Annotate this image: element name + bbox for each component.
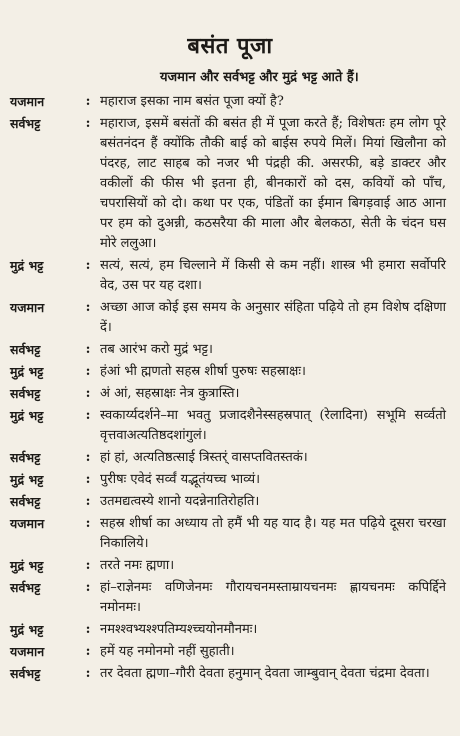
dialogue-text: हमें यह नमोनमो नहीं सुहाती। bbox=[100, 644, 235, 659]
dialogue-line bbox=[10, 340, 450, 360]
dialogue-text: हां–राज्ञेनमः वणिजेनमः गौरायचनमस्ताम्रायचनमः ह्णायचनमः कपिर्द्दिने नमोनमः। bbox=[100, 580, 446, 615]
dialogue-line bbox=[10, 578, 450, 618]
dialogue-line bbox=[10, 514, 450, 554]
dialogue-line bbox=[10, 114, 450, 254]
speaker-name: सर्वभट्ट bbox=[10, 450, 41, 465]
dialogue-line bbox=[10, 664, 450, 684]
speaker-name: सर्वभट्ट bbox=[10, 116, 41, 131]
dialogue-text: स्वकार्य्यदर्शने–मा भवतु प्रजादशैनेस्सहस्रपात् (रेलादिना) सभूमि सर्व्वतो वृत्तवाअत्यतिष्ठदशांगुलं। bbox=[100, 408, 446, 443]
separator-colon: : bbox=[85, 94, 91, 109]
dialogue-line bbox=[10, 92, 450, 112]
dialogue-line bbox=[10, 620, 450, 640]
dialogue-text: अं आं, सहस्राक्षः नेत्र कुत्रास्ति। bbox=[100, 386, 240, 401]
stage-direction: यजमान और सर्वभट्ट और मुद्रं भट्ट आते हैं। bbox=[160, 70, 359, 85]
separator-colon: : bbox=[85, 622, 91, 637]
dialogue-line bbox=[10, 384, 450, 404]
separator-colon: : bbox=[85, 116, 91, 131]
dialogue-text: हां हां, अत्यतिष्ठत्साई त्रिस्तर्ं वासप्तवितस्तकं। bbox=[100, 450, 308, 465]
dialogue-line bbox=[10, 298, 450, 338]
separator-colon: : bbox=[85, 386, 91, 401]
speaker-name: सर्वभट्ट bbox=[10, 342, 41, 357]
separator-colon: : bbox=[85, 516, 91, 531]
speaker-name: सर्वभट्ट bbox=[10, 494, 41, 509]
separator-colon: : bbox=[85, 472, 91, 487]
dialogue-text: उतमद्यत्वस्ये शानो यदन्नेनातिरोहति। bbox=[100, 494, 260, 509]
speaker-name: सर्वभट्ट bbox=[10, 386, 41, 401]
page-title: बसंत पूजा bbox=[187, 34, 273, 59]
dialogue-line bbox=[10, 448, 450, 468]
dialogue-text: तब आरंभ करो मुद्रं भट्ट। bbox=[100, 342, 213, 357]
separator-colon: : bbox=[85, 558, 91, 573]
separator-colon: : bbox=[85, 258, 91, 273]
dialogue-text: महाराज, इसमें बसंतों की बसंत ही में पूजा करते हैं; विशेषतः हम लोग पूरे बसंतनंदन हैं क्योंकि तौकी बाई को बाईस रुपये मिलें। मियां खिलौना को पंदरह, लाट साहब को नजर भी पंद्रही की. असरफी, बड़े डाक्टर और वकीलों की फीस भी इतना ही, बीनकारों को दस, कवियों को पाँच, चपरासियों को दो। कथा पर एक, पंडितों का ईमान बिगड़वाई आठ आना पर हम को दुअन्नी, कठसरैया की माला और बेलकठा, सेती के चंदन घस मोरे ललुआ। bbox=[100, 116, 446, 251]
dialogue-line bbox=[10, 492, 450, 512]
speaker-name: यजमान bbox=[10, 644, 45, 659]
separator-colon: : bbox=[85, 364, 91, 379]
speaker-name: यजमान bbox=[10, 516, 45, 531]
separator-colon: : bbox=[85, 666, 91, 681]
speaker-name: मुद्रं भट्ट bbox=[10, 472, 44, 487]
speaker-name: यजमान bbox=[10, 300, 45, 315]
speaker-name: मुद्रं भट्ट bbox=[10, 622, 44, 637]
dialogue bbox=[10, 92, 450, 684]
speaker-name: मुद्रं भट्ट bbox=[10, 364, 44, 379]
dialogue-text: अच्छा आज कोई इस समय के अनुसार संहिता पढ़िये तो हम विशेष दक्षिणा दें। bbox=[100, 300, 446, 335]
separator-colon: : bbox=[85, 408, 91, 423]
dialogue-text: महाराज इसका नाम बसंत पूजा क्यों है? bbox=[100, 94, 284, 109]
dialogue-text: सहस्र शीर्षा का अध्याय तो हमैं भी यह याद है। यह मत पढ़िये दूसरा चरखा निकालिये। bbox=[100, 516, 446, 551]
dialogue-line bbox=[10, 642, 450, 662]
dialogue-line bbox=[10, 470, 450, 490]
dialogue-text: तर देवता ह्मणा–गौरी देवता हनुमान् देवता जाम्बुवान् देवता चंद्रमा देवता। bbox=[100, 666, 430, 681]
dialogue-line bbox=[10, 256, 450, 296]
separator-colon: : bbox=[85, 644, 91, 659]
separator-colon: : bbox=[85, 342, 91, 357]
dialogue-text: नमश्श्वभ्यश्श्पतिम्यश्च्चयोनमौनमः। bbox=[100, 622, 258, 637]
dialogue-line bbox=[10, 406, 450, 446]
speaker-name: सर्वभट्ट bbox=[10, 580, 41, 595]
separator-colon: : bbox=[85, 300, 91, 315]
dialogue-text: हंआं भी ह्मणतो सहस्र शीर्षा पुरुषः सहस्राक्षः। bbox=[100, 364, 306, 379]
speaker-name: मुद्रं भट्ट bbox=[10, 258, 44, 273]
speaker-name: मुद्रं भट्ट bbox=[10, 558, 44, 573]
speaker-name: मुद्रं भट्ट bbox=[10, 408, 44, 423]
separator-colon: : bbox=[85, 494, 91, 509]
speaker-name: सर्वभट्ट bbox=[10, 666, 41, 681]
dialogue-line bbox=[10, 362, 450, 382]
separator-colon: : bbox=[85, 450, 91, 465]
separator-colon: : bbox=[85, 580, 91, 595]
speaker-name: यजमान bbox=[10, 94, 45, 109]
dialogue-text: तरते नमः ह्मणा। bbox=[100, 558, 175, 573]
dialogue-line bbox=[10, 556, 450, 576]
dialogue-text: सत्यं, सत्यं, हम चिल्लाने में किसी से कम नहीं। शास्त्र भी हमारा सर्वोपरि वेद, उस पर यह दशा। bbox=[100, 258, 446, 293]
dialogue-text: पुरीषः एवेदं सर्व्वं यद्भूतंयच्च भाव्यं। bbox=[100, 472, 261, 487]
